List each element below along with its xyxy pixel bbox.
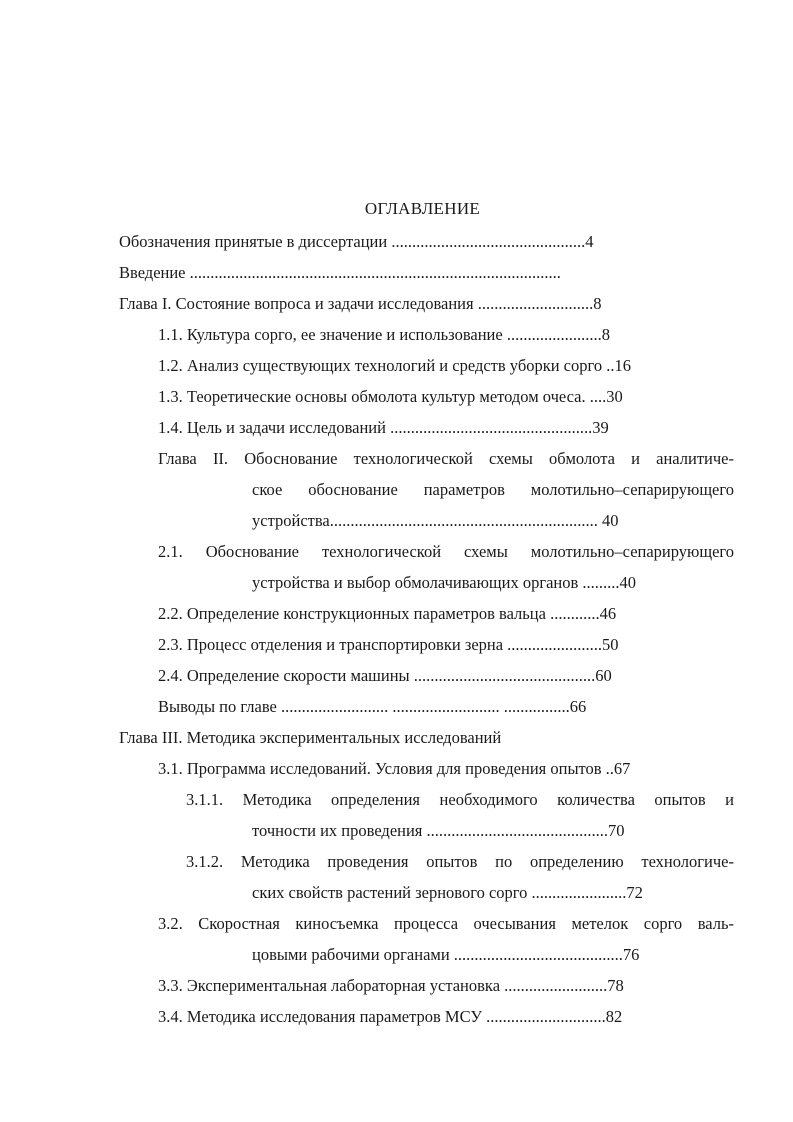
toc-entry-3-3: 3.3. Экспериментальная лабораторная установка .........................78 — [158, 976, 624, 995]
toc-entry-3-1-1-line-1: 3.1.1. Методика определения необходимого количества опытов и — [186, 790, 734, 809]
toc-entry-1-1: 1.1. Культура сорго, ее значение и использование .......................8 — [158, 325, 610, 344]
toc-entry-chapter-2-line-2: ское обоснование параметров молотильно–сепарирующего — [252, 480, 734, 499]
toc-entry-chapter-2-conclusions: Выводы по главе .......................... .......................... ................66 — [158, 697, 587, 716]
page-title: ОГЛАВЛЕНИЕ — [364, 199, 481, 218]
toc-entry-chapter-3: Глава III. Методика экспериментальных исследований — [119, 728, 502, 747]
toc-entry-notation: Обозначения принятые в диссертации ...............................................4 — [119, 232, 594, 251]
toc-entry-2-3: 2.3. Процесс отделения и транспортировки зерна .......................50 — [158, 635, 619, 654]
toc-entry-chapter-1: Глава I. Состояние вопроса и задачи исследования ............................8 — [119, 294, 602, 313]
toc-entry-chapter-2-line-3: устройства................................................................. 40 — [252, 511, 619, 530]
toc-entry-3-1-2-line-2: ских свойств растений зернового сорго .......................72 — [252, 883, 643, 902]
toc-entry-1-4: 1.4. Цель и задачи исследований .................................................39 — [158, 418, 609, 437]
toc-entry-2-4: 2.4. Определение скорости машины ............................................60 — [158, 666, 612, 685]
toc-entry-3-2-line-2: цовыми рабочими органами .........................................76 — [252, 945, 640, 964]
toc-entry-1-2: 1.2. Анализ существующих технологий и средств уборки сорго ..16 — [158, 356, 631, 375]
toc-entry-introduction: Введение .......................................................................................... — [119, 263, 561, 282]
toc-entry-2-1-line-2: устройства и выбор обмолачивающих органов .........40 — [252, 573, 637, 592]
toc-entry-3-4: 3.4. Методика исследования параметров МСУ .............................82 — [158, 1007, 623, 1026]
toc-entry-chapter-2-line-1: Глава II. Обоснование технологической схемы обмолота и аналитиче- — [158, 449, 734, 468]
toc-entry-1-3: 1.3. Теоретические основы обмолота культур методом очеса. ....30 — [158, 387, 623, 406]
toc-entry-3-1-2-line-1: 3.1.2. Методика проведения опытов по определению технологиче- — [186, 852, 734, 871]
toc-entry-3-1-1-line-2: точности их проведения ............................................70 — [252, 821, 625, 840]
toc-entry-2-1-line-1: 2.1. Обоснование технологической схемы молотильно–сепарирующего — [158, 542, 734, 561]
toc-entry-2-2: 2.2. Определение конструкционных параметров вальца ............46 — [158, 604, 617, 623]
toc-entry-3-2-line-1: 3.2. Скоростная киносъемка процесса очесывания метелок сорго валь- — [158, 914, 734, 933]
toc-entry-3-1: 3.1. Программа исследований. Условия для проведения опытов ..67 — [158, 759, 631, 778]
